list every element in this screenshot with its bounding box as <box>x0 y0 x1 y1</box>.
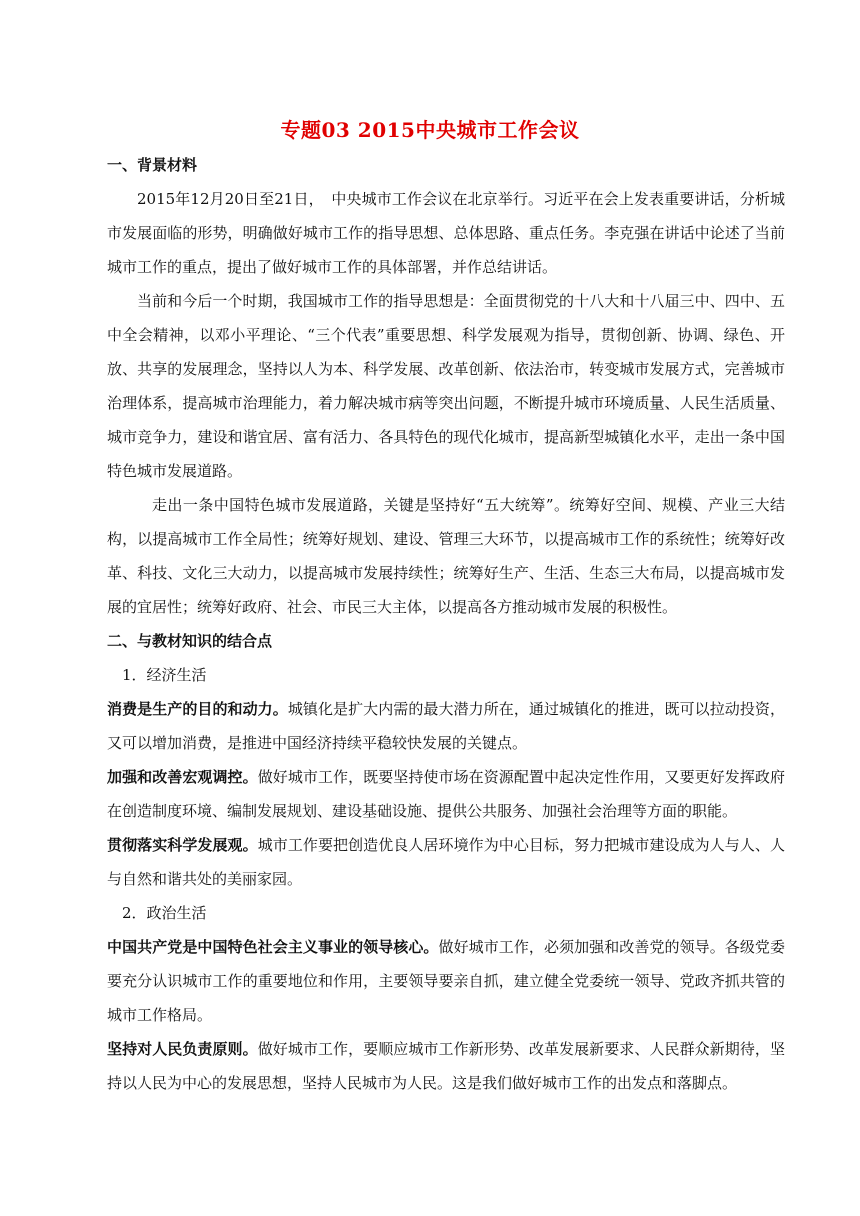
point-macro-control-text: 做好城市工作，既要坚持使市场在资源配置中起决定性作用，又要更好发挥政府在创造制度环境、编制发展规划、建设基础设施、提供公共服务、加强社会治理等方面的职能。 <box>107 768 785 820</box>
point-people-responsibility <box>107 1032 785 1100</box>
paragraph-meeting-overview: 2015年12月20日至21日， 中央城市工作会议在北京举行。习近平在会上发表重要讲话，分析城市发展面临的形势，明确做好城市工作的指导思想、总体思路、重点任务。李克强在讲话中论述了当前城市工作的重点，提出了做好城市工作的具体部署，并作总结讲话。 <box>107 190 785 276</box>
point-consumption-text: 城镇化是扩大内需的最大潜力所在，通过城镇化的推进，既可以拉动投资，又可以增加消费，是推进中国经济持续平稳较快发展的关键点。 <box>107 700 785 752</box>
document-title: 专题03 2015中央城市工作会议 <box>280 118 580 142</box>
section-heading-textbook-links: 二、与教材知识的结合点 <box>107 632 273 650</box>
paragraph-guiding-thought: 当前和今后一个时期，我国城市工作的指导思想是：全面贯彻党的十八大和十八届三中、四中、五中全会精神，以邓小平理论、“三个代表”重要思想、科学发展观为指导，贯彻创新、协调、绿色、开放、共享的发展理念，坚持以人为本、科学发展、改革创新、依法治市，转变城市发展方式，完善城市治理体系，提高城市治理能力，着力解决城市病等突出问题，不断提升城市环境质量、人民生活质量、城市竞争力，建设和谐宜居、富有活力、各具特色的现代化城市，提高新型城镇化水平，走出一条中国特色城市发展道路。 <box>107 292 785 480</box>
subheading-political-life: 2．政治生活 <box>122 904 207 922</box>
point-consumption <box>107 692 785 760</box>
point-scientific-development <box>107 828 785 896</box>
point-party-leadership <box>107 930 785 1032</box>
point-people-responsibility-title: 坚持对人民负责原则。 <box>107 1040 258 1058</box>
point-people-responsibility-text: 做好城市工作，要顺应城市工作新形势、改革发展新要求、人民群众新期待，坚持以人民为中心的发展思想，坚持人民城市为人民。这是我们做好城市工作的出发点和落脚点。 <box>107 1040 785 1092</box>
paragraph-five-coordinations: 走出一条中国特色城市发展道路，关键是坚持好“五大统筹”。统筹好空间、规模、产业三大结构，以提高城市工作全局性；统筹好规划、建设、管理三大环节，以提高城市工作的系统性；统筹好改革、科技、文化三大动力，以提高城市发展持续性；统筹好生产、生活、生态三大布局，以提高城市发展的宜居性；统筹好政府、社会、市民三大主体，以提高各方推动城市发展的积极性。 <box>107 496 785 616</box>
point-scientific-development-text: 城市工作要把创造优良人居环境作为中心目标，努力把城市建设成为人与人、人与自然和谐共处的美丽家园。 <box>107 836 785 888</box>
point-macro-control-title: 加强和改善宏观调控。 <box>107 768 258 786</box>
point-macro-control <box>107 760 785 828</box>
section-heading-background: 一、背景材料 <box>107 156 198 174</box>
point-party-leadership-title: 中国共产党是中国特色社会主义事业的领导核心。 <box>107 938 439 956</box>
subheading-economic-life: 1．经济生活 <box>122 666 207 684</box>
point-consumption-title: 消费是生产的目的和动力。 <box>107 700 288 718</box>
point-party-leadership-text: 做好城市工作，必须加强和改善党的领导。各级党委要充分认识城市工作的重要地位和作用，主要领导要亲自抓，建立健全党委统一领导、党政齐抓共管的城市工作格局。 <box>107 938 785 1024</box>
point-scientific-development-title: 贯彻落实科学发展观。 <box>107 836 258 854</box>
document-body <box>107 148 785 1100</box>
